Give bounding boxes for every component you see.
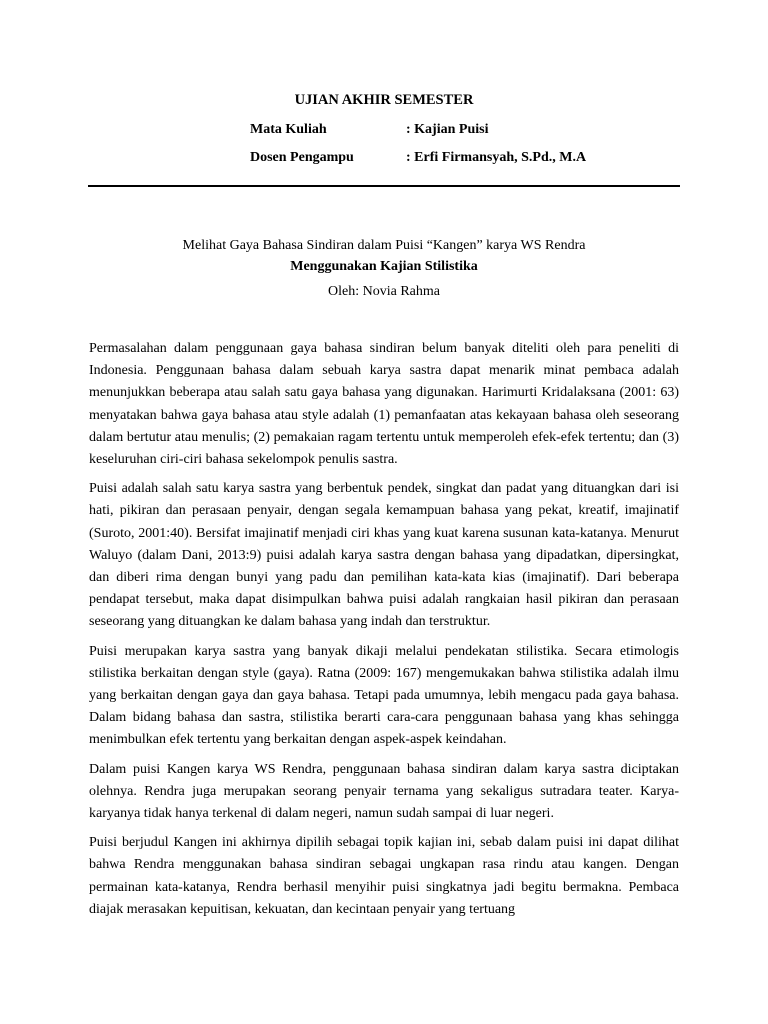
lecturer-row <box>250 150 586 166</box>
course-label: Mata Kuliah <box>250 122 327 137</box>
body-text <box>89 338 679 928</box>
author-line: Oleh: Novia Rahma <box>328 284 440 299</box>
article-title <box>0 235 768 277</box>
paragraph-3: Puisi merupakan karya sastra yang banyak dikaji melalui pendekatan stilistika. Secara etimologis stilistika berkaitan dengan style (gaya). Ratna (2009: 167) mengemukakan bahwa stilistika adalah ilmu yang berkaitan dengan gaya dan gaya bahasa. Tetapi pada umumnya, lebih mengacu pada gaya bahasa. Dalam bidang bahasa dan sastra, stilistika berarti cara-cara penggunaan bahasa yang khas sehingga menimbulkan efek tertentu yang berkaitan dengan aspek-aspek keindahan. <box>89 643 679 748</box>
paragraph-1: Permasalahan dalam penggunaan gaya bahasa sindiran belum banyak diteliti oleh para peneliti di Indonesia. Penggunaan bahasa dalam sebuah karya sastra dapat menarik minat pembaca adalah menunjukkan beberapa atau salah satu gaya bahasa yang digunakan. Harimurti Kridalaksana (2001: 63) menyatakan bahwa gaya bahasa atau style adalah (1) pemanfaatan atas kekayaan bahasa oleh seseorang dalam bertutur atau menulis; (2) pemakaian ragam tertentu untuk memperoleh efek-efek tertentu; dan (3) keseluruhan ciri-ciri bahasa sekelompok penulis sastra. <box>89 341 679 468</box>
article-title-line-2: Menggunakan Kajian Stilistika <box>290 259 478 274</box>
lecturer-label: Dosen Pengampu <box>250 150 354 165</box>
exam-title: UJIAN AKHIR SEMESTER <box>294 92 474 108</box>
paragraph-2: Puisi adalah salah satu karya sastra yang berbentuk pendek, singkat dan padat yang dituangkan dari isi hati, pikiran dan perasaan penyair, dengan segala kemampuan bahasa yang pekat, kreatif, imajinatif (Suroto, 2001:40). Bersifat imajinatif menjadi ciri khas yang kuat karena susunan kata-katanya. Menurut Waluyo (dalam Dani, 2013:9) puisi adalah karya sastra dengan bahasa yang dipadatkan, dipersingkat, dan diberi rima dengan bunyi yang padu dan pemilihan kata-kata kias (imajinatif). Dari beberapa pendapat tersebut, maka dapat disimpulkan bahwa puisi adalah rangkaian hasil pikiran dan perasaan seseorang yang dituangkan ke dalam bahasa yang indah dan terstruktur. <box>89 481 679 630</box>
course-row <box>250 122 488 138</box>
article-title-line-1: Melihat Gaya Bahasa Sindiran dalam Puisi “Kangen” karya WS Rendra <box>182 238 586 253</box>
lecturer-value: : Erfi Firmansyah, S.Pd., M.A <box>406 150 587 165</box>
paragraph-5: Puisi berjudul Kangen ini akhirnya dipilih sebagai topik kajian ini, sebab dalam puisi ini dapat dilihat bahwa Rendra menggunakan bahasa sindiran sebagai ungkapan rasa rindu atau kangen. Dengan permainan kata-katanya, Rendra berhasil menyihir puisi singkatnya jadi begitu bermakna. Pembaca diajak merasakan kepuitisan, kekuatan, dan kecintaan penyair yang tertuang <box>89 835 679 917</box>
course-value: : Kajian Puisi <box>406 122 489 137</box>
header-divider <box>88 185 680 187</box>
paragraph-4: Dalam puisi Kangen karya WS Rendra, penggunaan bahasa sindiran dalam karya sastra diciptakan olehnya. Rendra juga merupakan seorang penyair ternama yang sekaligus sutradara teater. Karya-karyanya tidak hanya terkenal di dalam negeri, namun sudah sampai di luar negeri. <box>89 761 679 822</box>
